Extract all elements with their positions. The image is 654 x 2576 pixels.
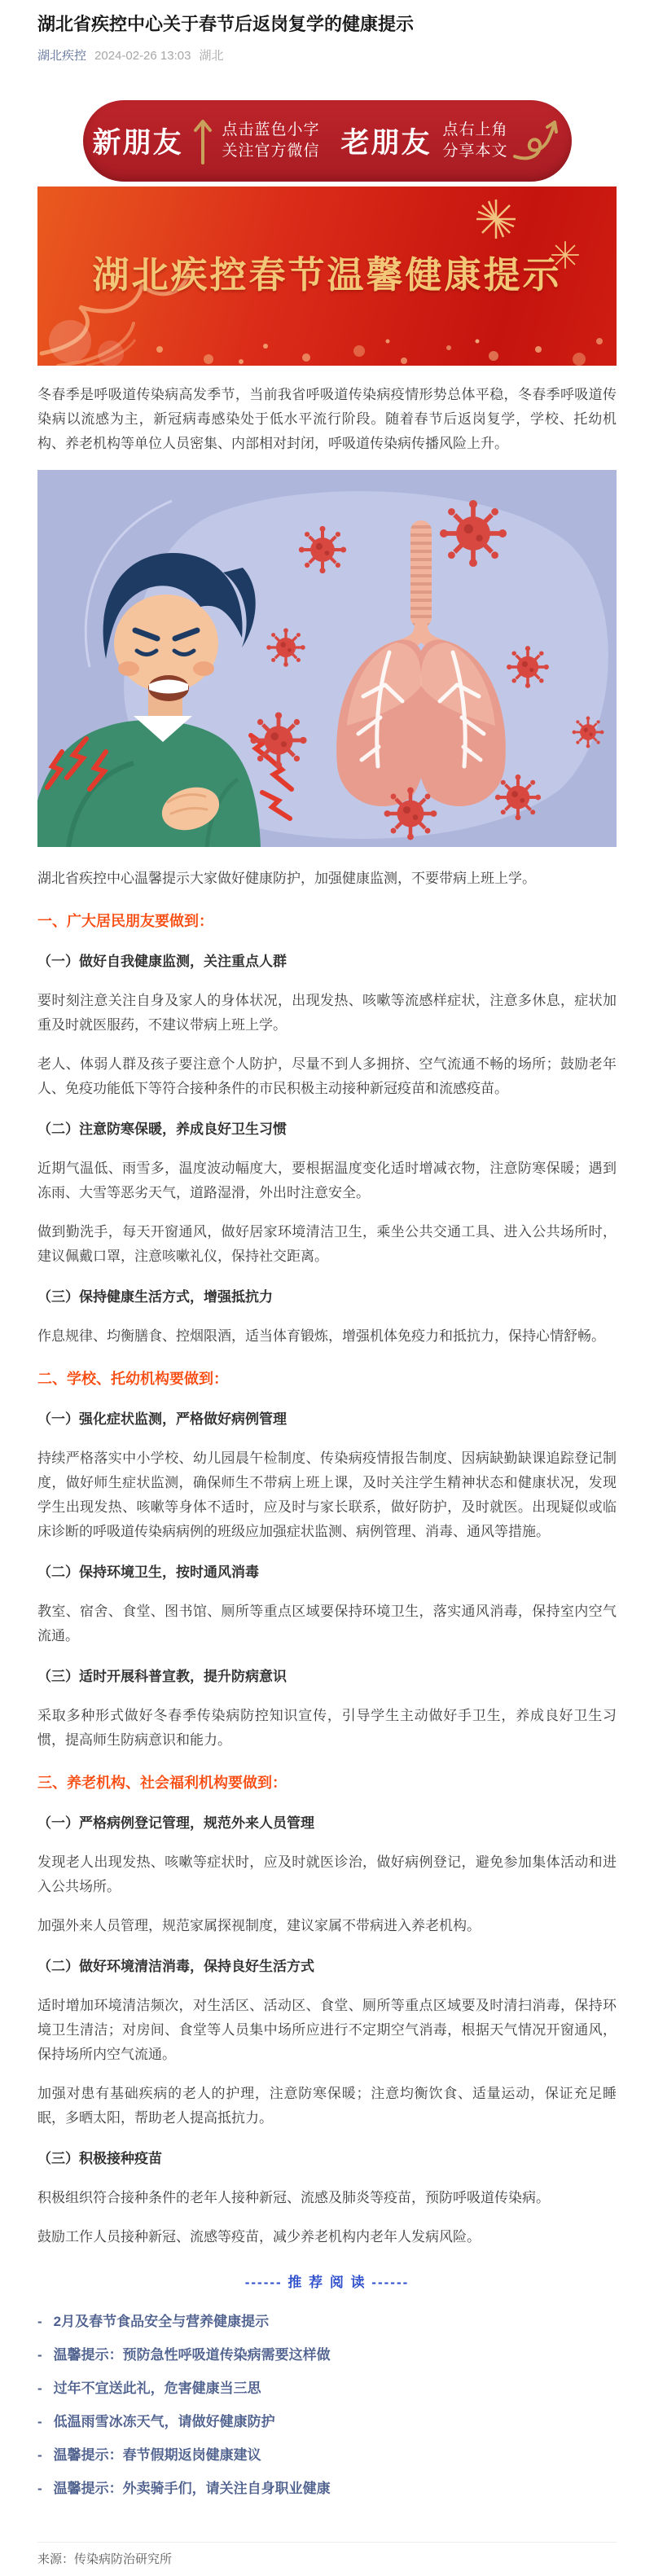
intro-paragraph: 冬春季是呼吸道传染病高发季节，当前我省呼吸道传染病疫情形势总体平稳，冬春季呼吸道传染病以流感为主，新冠病毒感染处于低水平流行阶段。随着春节后返岗复学，学校、托幼机构、养老机构等单位人员密集、内部相对封闭，呼吸道传染病传播风险上升。: [37, 387, 617, 451]
section-heading-schools: 二、学校、托幼机构要做到：: [37, 1371, 228, 1387]
hero-banner: [37, 187, 617, 366]
old-friend-instruction: 点右上角 分享本文: [442, 121, 508, 160]
body-paragraph: 加强外来人员管理，规范家属探视制度，建议家属不带病进入养老机构。: [37, 1918, 481, 1933]
article-title: 湖北省疾控中心关于春节后返岗复学的健康提示: [37, 14, 415, 34]
recommended-link[interactable]: [37, 2472, 617, 2505]
dash-bullet: -: [37, 2447, 42, 2463]
byline: [37, 47, 617, 64]
dash-bullet: -: [37, 2414, 42, 2429]
subsection-heading: （三）积极接种疫苗: [37, 2151, 162, 2166]
account-link[interactable]: 湖北疾控: [37, 49, 87, 63]
recommended-link-label[interactable]: 低温雨雪冰冻天气，请做好健康防护: [53, 2414, 275, 2429]
new-friend-label: 新朋友: [92, 127, 183, 159]
body-paragraph: 加强对患有基础疾病的老人的护理，注意防寒保暖；注意均衡饮食、适量运动，保证充足睡眠，多晒太阳，帮助老人提高抵抗力。: [37, 2086, 617, 2126]
body-paragraph: 适时增加环境清洁频次，对生活区、活动区、食堂、厕所等重点区域要及时清扫消毒，保持环境卫生清洁；对房间、食堂等人员集中场所应进行不定期空气消毒，根据天气情况开窗通风，保持场所内空气流通。: [37, 1998, 617, 2062]
recommended-link[interactable]: [37, 2438, 617, 2472]
recommended-link[interactable]: [37, 2338, 617, 2372]
publish-time: 2024-02-26 13:03: [94, 49, 191, 63]
recommended-link-label[interactable]: 过年不宜送此礼，危害健康当三思: [53, 2381, 261, 2396]
subsection-heading: （三）适时开展科普宣教，提升防病意识: [37, 1669, 287, 1684]
body-paragraph: 发现老人出现发热、咳嗽等症状时，应及时就医诊治，做好病例登记，避免参加集体活动和进入公共场所。: [37, 1854, 617, 1894]
virus-icon: [250, 712, 306, 768]
dash-bullet: -: [37, 2381, 42, 2396]
body-paragraph: 教室、宿舍、食堂、图书馆、厕所等重点区域要保持环境卫生，落实通风消毒，保持室内空气流通。: [37, 1604, 617, 1643]
hero-title: 湖北疾控春节温馨健康提示: [92, 254, 562, 296]
virus-icon: [266, 628, 305, 667]
virus-icon: [507, 646, 549, 688]
dash-bullet: -: [37, 2314, 42, 2329]
subsection-heading: （三）保持健康生活方式，增强抵抗力: [37, 1289, 273, 1305]
virus-icon: [495, 775, 541, 820]
recommended-reading-header: ------ 推 荐 阅 读 ------: [244, 2275, 410, 2290]
publish-location: 湖北: [199, 49, 224, 63]
body-paragraph: 做到勤洗手，每天开窗通风，做好居家环境清洁卫生，乘坐公共交通工具、进入公共场所时，建议佩戴口罩，注意咳嗽礼仪，保持社交距离。: [37, 1224, 617, 1264]
body-paragraph: 近期气温低、雨雪多，温度波动幅度大，要根据温度变化适时增减衣物，注意防寒保暖；遇到冻雨、大雪等恶劣天气，道路湿滑，外出时注意安全。: [37, 1161, 617, 1200]
sparkles-decoration: [156, 338, 603, 366]
virus-icon: [573, 717, 604, 748]
source-line: [37, 2542, 617, 2576]
subsection-heading: （二）注意防寒保暖，养成良好卫生习惯: [37, 1121, 287, 1137]
virus-icon: [299, 526, 346, 573]
body-paragraph: 积极组织符合接种条件的老年人接种新冠、流感及肺炎等疫苗，预防呼吸道传染病。: [37, 2190, 550, 2205]
recommended-link-label[interactable]: 温馨提示：春节假期返岗健康建议: [53, 2447, 261, 2463]
recommended-reading-list: [37, 2305, 617, 2505]
subsection-heading: （一）做好自我健康监测，关注重点人群: [37, 954, 287, 969]
up-arrow-icon: [191, 114, 215, 168]
dash-bullet: -: [37, 2481, 42, 2496]
body-paragraph: 采取多种形式做好冬春季传染病防控知识宣传，引导学生主动做好手卫生，养成良好卫生习惯，提高师生防病意识和能力。: [37, 1708, 617, 1748]
subsection-heading: （一）强化症状监测，严格做好病例管理: [37, 1411, 287, 1427]
new-friend-instruction: 点击蓝色小字 关注官方微信: [222, 121, 320, 160]
dash-bullet: -: [37, 2347, 42, 2363]
recommended-link-label[interactable]: 温馨提示：外卖骑手们，请关注自身职业健康: [53, 2481, 331, 2496]
section-heading-residents: 一、广大居民朋友要做到：: [37, 913, 213, 929]
body-paragraph: 作息规律、均衡膳食、控烟限酒，适当体育锻炼，增强机体免疫力和抵抗力，保持心情舒畅。: [37, 1328, 605, 1344]
body-paragraph: 鼓励工作人员接种新冠、流感等疫苗，减少养老机构内老年人发病风险。: [37, 2229, 481, 2245]
body-paragraph: 持续严格落实中小学校、幼儿园晨午检制度、传染病疫情报告制度、因病缺勤缺课追踪登记制度，做好师生症状监测，确保师生不带病上班上课，及时关注学生精神状态和健康状况，发现学生出现发热、咳嗽等身体不适时，应及时与家长联系，做好防护，及时就医。出现疑似或临床诊断的呼吸道传染病病例的班级应加强症状监测、病例管理、消毒、通风等措施。: [37, 1450, 617, 1539]
old-friend-label: 老朋友: [340, 127, 432, 159]
section-heading-eldercare: 三、养老机构、社会福利机构要做到：: [37, 1775, 287, 1791]
recommended-link[interactable]: [37, 2405, 617, 2438]
cough-illustration: [37, 470, 617, 847]
recommended-link[interactable]: [37, 2372, 617, 2405]
body-paragraph: 老人、体弱人群及孩子要注意个人防护，尽量不到人多拥挤、空气流通不畅的场所；鼓励老年人、免疫功能低下等符合接种条件的市民积极主动接种新冠疫苗和流感疫苗。: [37, 1056, 617, 1096]
recommended-link-label[interactable]: 2月及春节食品安全与营养健康提示: [53, 2314, 270, 2329]
subsection-heading: （二）做好环境清洁消毒，保持良好生活方式: [37, 1959, 314, 1974]
reminder-paragraph: 湖北省疾控中心温馨提示大家做好健康防护，加强健康监测，不要带病上班上学。: [37, 871, 536, 886]
follow-banner: [83, 100, 572, 182]
body-paragraph: 要时刻注意关注自身及家人的身体状况，出现发热、咳嗽等流感样症状，注意多休息，症状加重及时就医服药，不建议带病上班上学。: [37, 993, 617, 1033]
virus-icon: [384, 788, 437, 840]
recommended-link[interactable]: [37, 2305, 617, 2338]
subsection-heading: （二）保持环境卫生，按时通风消毒: [37, 1564, 259, 1580]
virus-icon: [440, 500, 507, 567]
recommended-link-label[interactable]: 温馨提示：预防急性呼吸道传染病需要这样做: [53, 2347, 331, 2363]
subsection-heading: （一）严格病例登记管理，规范外来人员管理: [37, 1815, 314, 1831]
source-text: 来源：传染病防治研究所: [37, 2552, 173, 2566]
share-arrow-icon: [511, 114, 562, 168]
